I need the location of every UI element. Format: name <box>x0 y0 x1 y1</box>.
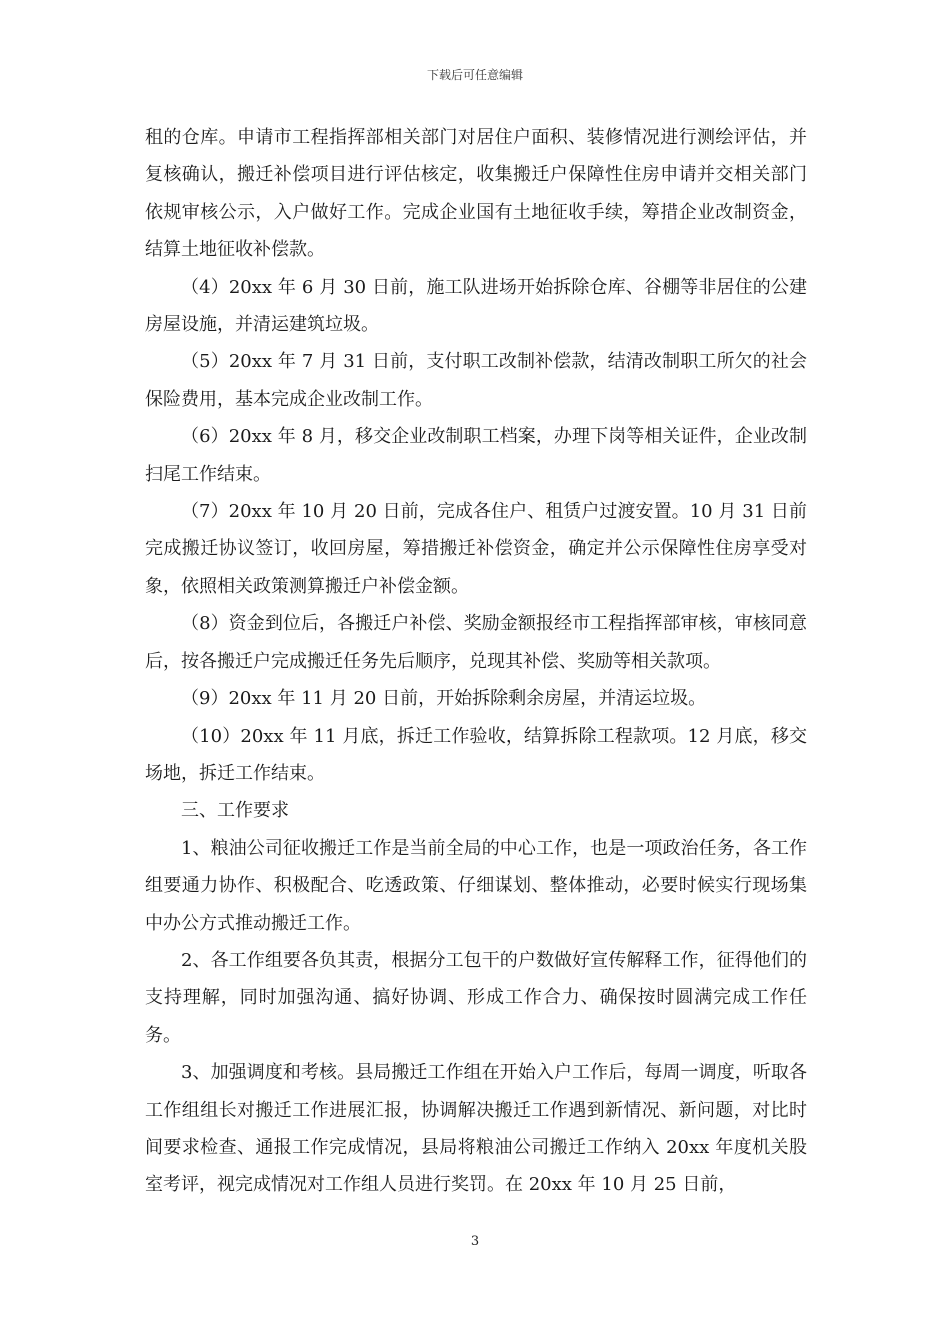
section-heading: 三、工作要求 <box>181 800 289 822</box>
page-number: 3 <box>470 1234 480 1249</box>
paragraph: 3、加强调度和考核。县局搬迁工作组在开始入户工作后，每周一调度，听取各工作组组长对搬迁工作进展汇报，协调解决搬迁工作遇到新情况、新问题，对比时间要求检查、通报工作完成情况，县局将粮油公司搬迁工作纳入 20xx 年度机关股室考评，视完成情况对工作组人员进行奖罚。在 20xx 年 10 月 25 日前， <box>145 1062 807 1196</box>
paragraph: （5）20xx 年 7 月 31 日前，支付职工改制补偿款，结清改制职工所欠的社会保险费用，基本完成企业改制工作。 <box>145 351 807 410</box>
page-header-note: 下载后可任意编辑 <box>426 68 523 82</box>
paragraph: 1、粮油公司征收搬迁工作是当前全局的中心工作，也是一项政治任务，各工作组要通力协作、积极配合、吃透政策、仔细谋划、整体推动，必要时候实行现场集中办公方式推动搬迁工作。 <box>145 837 807 934</box>
paragraph: （10）20xx 年 11 月底，拆迁工作验收，结算拆除工程款项。12 月底，移交场地，拆迁工作结束。 <box>145 725 807 784</box>
paragraph: （7）20xx 年 10 月 20 日前，完成各住户、租赁户过渡安置。10 月 31 日前完成搬迁协议签订，收回房屋，筹措搬迁补偿资金，确定并公示保障性住房享受对象，依照相关政策测算搬迁户补偿金额。 <box>145 501 807 597</box>
paragraph: （9）20xx 年 11 月 20 日前，开始拆除剩余房屋，并清运垃圾。 <box>181 688 707 710</box>
paragraph: 租的仓库。申请市工程指挥部相关部门对居住户面积、装修情况进行测绘评估，并复核确认，搬迁补偿项目进行评估核定，收集搬迁户保障性住房申请并交相关部门依规审核公示，入户做好工作。完成企业国有土地征收手续，筹措企业改制资金，结算土地征收补偿款。 <box>145 127 807 261</box>
paragraph: 2、各工作组要各负其责，根据分工包干的户数做好宣传解释工作，征得他们的支持理解，同时加强沟通、搞好协调、形成工作合力、确保按时圆满完成工作任务。 <box>145 949 807 1046</box>
paragraph: （6）20xx 年 8 月，移交企业改制职工档案，办理下岗等相关证件，企业改制扫尾工作结束。 <box>145 426 807 485</box>
paragraph: （8）资金到位后，各搬迁户补偿、奖励金额报经市工程指挥部审核，审核同意后，按各搬迁户完成搬迁任务先后顺序，兑现其补偿、奖励等相关款项。 <box>145 613 807 672</box>
paragraph: （4）20xx 年 6 月 30 日前，施工队进场开始拆除仓库、谷棚等非居住的公建房屋设施，并清运建筑垃圾。 <box>145 276 807 336</box>
document-body <box>145 119 807 1204</box>
